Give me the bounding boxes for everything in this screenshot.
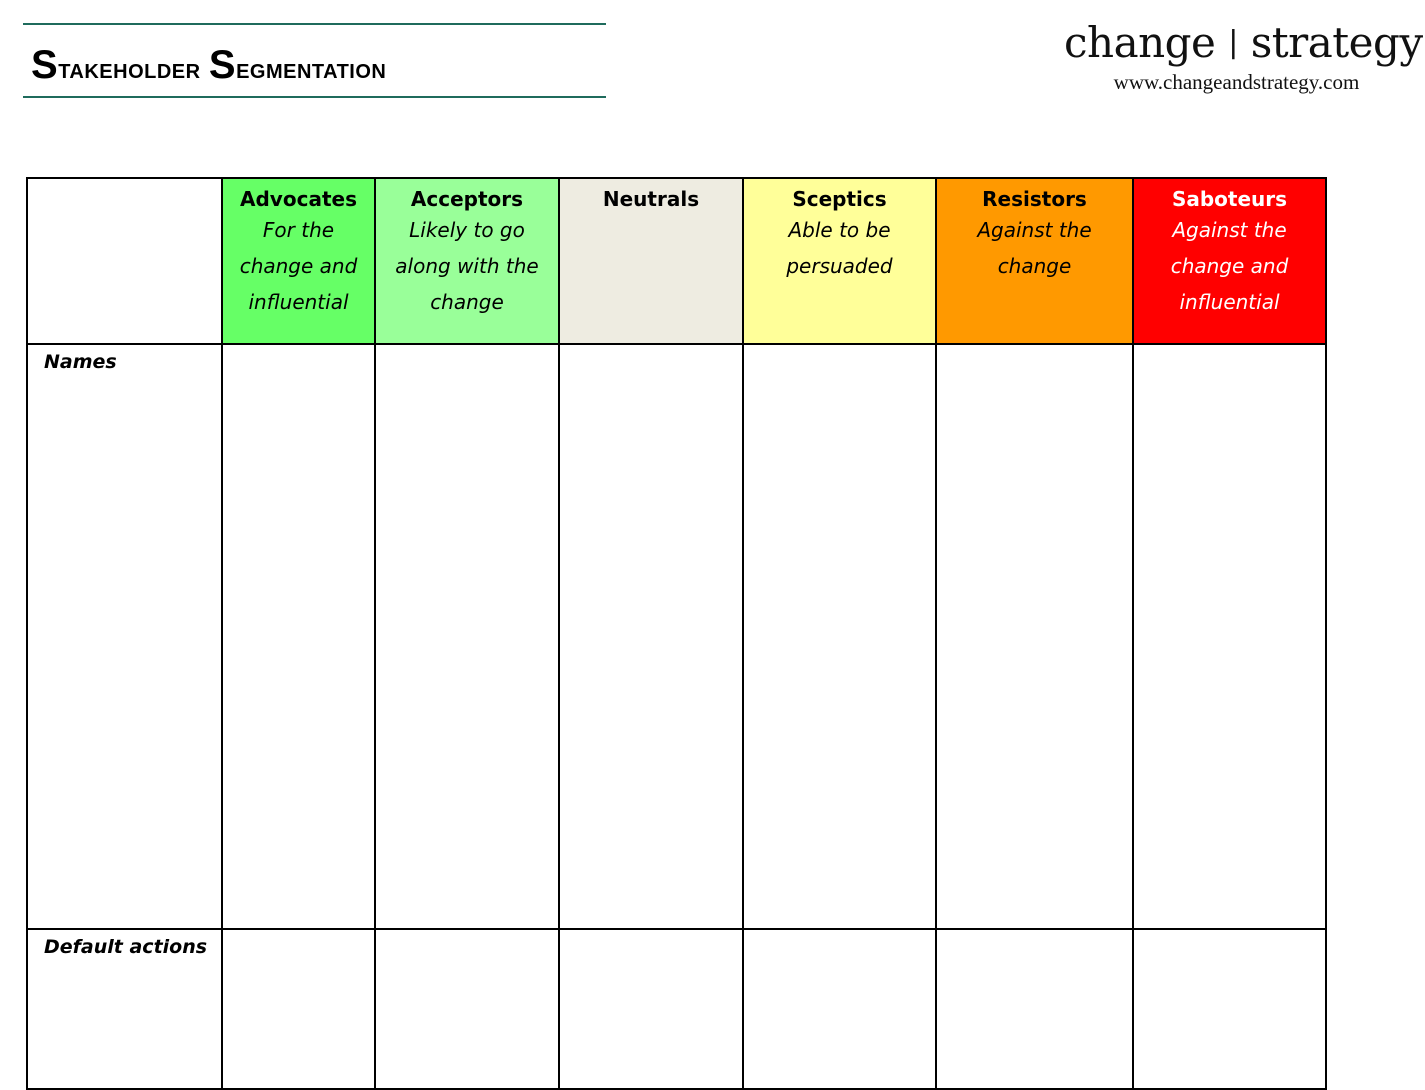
actions-label-cell — [27, 929, 222, 1089]
corner-cell — [27, 178, 222, 344]
segment-header-neutrals — [559, 178, 743, 344]
names-cell-advocates[interactable] — [222, 344, 375, 929]
names-cell-resistors[interactable] — [936, 344, 1133, 929]
brand-separator: | — [1228, 25, 1238, 60]
title-initial: S — [208, 43, 237, 87]
title-initial: S — [31, 43, 59, 87]
row-label-default-actions: Default actions — [44, 936, 208, 958]
segment-title: Saboteurs — [1171, 187, 1288, 211]
segment-header-advocates — [222, 178, 375, 344]
row-label-names: Names — [44, 351, 117, 373]
segment-description: Able to be persuaded — [786, 218, 893, 278]
actions-cell-resistors[interactable] — [936, 929, 1133, 1089]
brand-name-left: change — [1064, 18, 1216, 67]
segmentation-table — [26, 177, 1327, 1090]
segment-description: For the change and influential — [239, 218, 358, 314]
actions-cell-advocates[interactable] — [222, 929, 375, 1089]
names-cell-saboteurs[interactable] — [1133, 344, 1326, 929]
segment-header-saboteurs — [1133, 178, 1326, 344]
segment-description: Likely to go along with the change — [395, 218, 539, 314]
actions-cell-sceptics[interactable] — [743, 929, 936, 1089]
title-block — [23, 23, 606, 98]
segment-description: Against the change and influential — [1170, 218, 1289, 314]
segment-title: Acceptors — [410, 187, 524, 211]
segment-description: Against the change — [977, 218, 1092, 278]
names-row — [27, 344, 1326, 929]
segment-header-resistors — [936, 178, 1133, 344]
actions-cell-saboteurs[interactable] — [1133, 929, 1326, 1089]
names-cell-acceptors[interactable] — [375, 344, 559, 929]
brand-name — [1064, 18, 1423, 67]
names-cell-sceptics[interactable] — [743, 344, 936, 929]
names-label-cell — [27, 344, 222, 929]
segment-header-acceptors — [375, 178, 559, 344]
default-actions-row — [27, 929, 1326, 1089]
title-word: takeholder — [58, 53, 209, 84]
page-title — [31, 43, 386, 88]
names-cell-neutrals[interactable] — [559, 344, 743, 929]
segment-title: Resistors — [982, 187, 1087, 211]
segment-title: Neutrals — [602, 187, 700, 211]
brand-url: www.changeandstrategy.com — [1113, 70, 1360, 94]
actions-cell-acceptors[interactable] — [375, 929, 559, 1089]
actions-cell-neutrals[interactable] — [559, 929, 743, 1089]
brand-logo — [1064, 18, 1423, 95]
segment-title: Sceptics — [792, 187, 887, 211]
header-row — [27, 178, 1326, 344]
segment-title: Advocates — [240, 187, 357, 211]
title-word: egmentation — [236, 53, 387, 84]
brand-name-right: strategy — [1250, 18, 1423, 67]
segment-header-sceptics — [743, 178, 936, 344]
